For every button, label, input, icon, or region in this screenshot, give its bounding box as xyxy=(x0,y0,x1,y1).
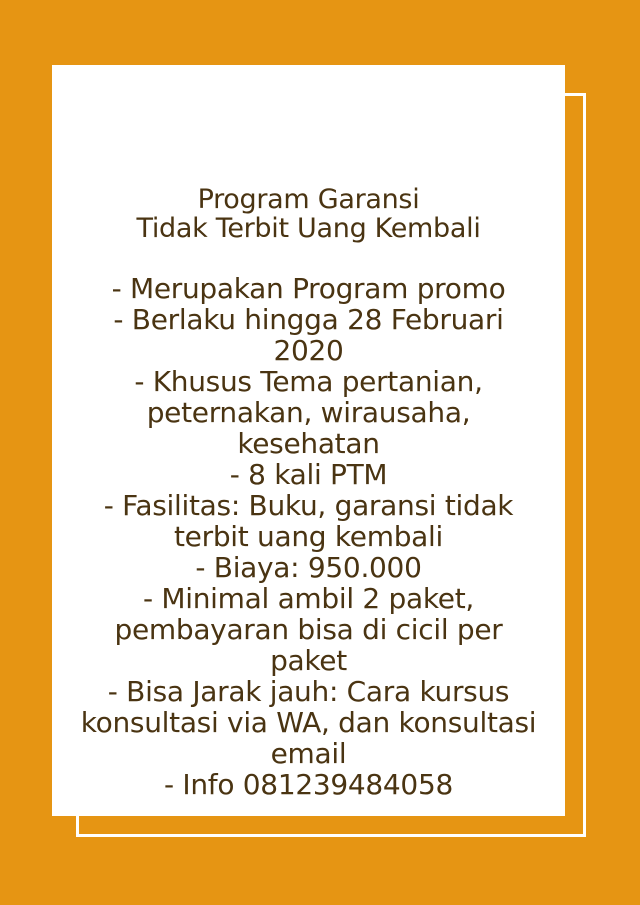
list-item-cost: - Biaya: 950.000 xyxy=(195,551,422,584)
title-line-1: Program Garansi xyxy=(197,184,420,215)
title-line-2: Tidak Terbit Uang Kembali xyxy=(136,213,481,244)
list-item-promo: - Merupakan Program promo xyxy=(111,272,506,305)
list-item-contact: - Info 081239484058 xyxy=(164,768,453,801)
list-item-minimum: - Minimal ambil 2 paket, pembayaran bisa di cicil per paket xyxy=(114,582,503,677)
spacer xyxy=(52,243,565,273)
page-title xyxy=(52,185,565,243)
card-content xyxy=(52,185,565,800)
list-item-themes: - Khusus Tema pertanian, peternakan, wirausaha, kesehatan xyxy=(134,365,483,460)
list-item-sessions: - 8 kali PTM xyxy=(229,458,388,491)
list-item-facilities: - Fasilitas: Buku, garansi tidak terbit uang kembali xyxy=(103,489,514,553)
list-item-remote: - Bisa Jarak jauh: Cara kursus konsultasi via WA, dan konsultasi email xyxy=(80,675,537,770)
list-item-valid-until: - Berlaku hingga 28 Februari 2020 xyxy=(113,303,504,367)
info-list xyxy=(52,273,565,800)
info-card xyxy=(52,65,565,816)
